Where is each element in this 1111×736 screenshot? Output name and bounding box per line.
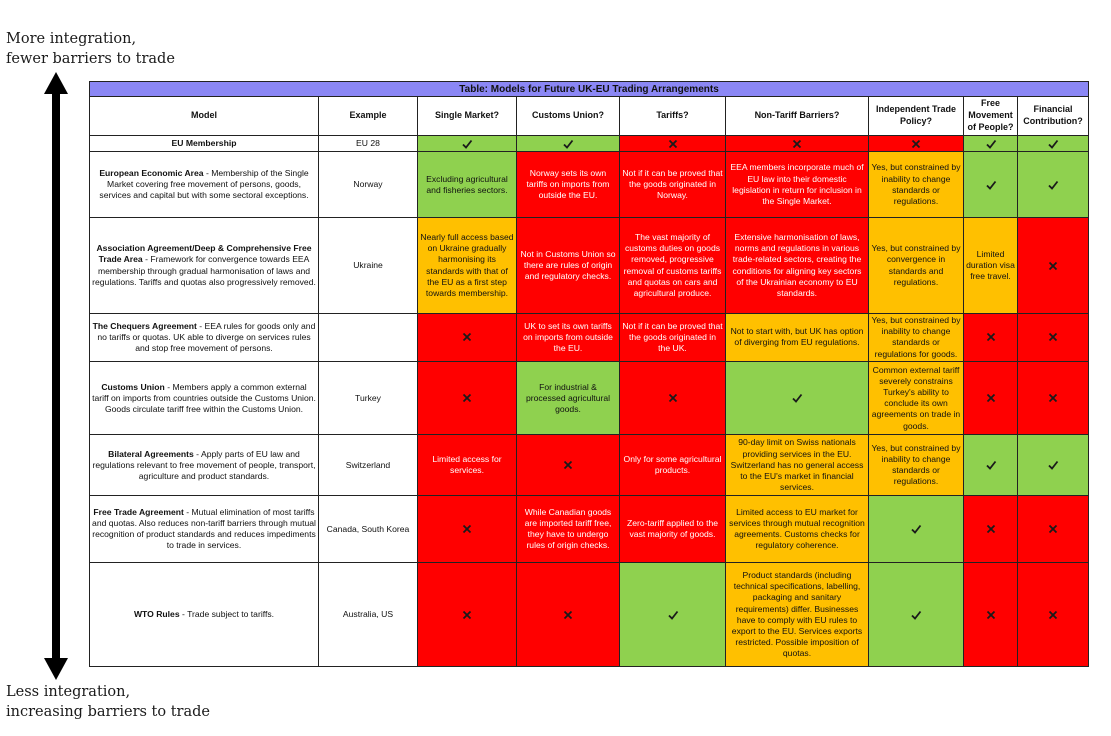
tariffs-text: Zero-tariff applied to the vast majority of goods. [626,518,719,540]
free-movement-cell [964,313,1018,361]
bottom-axis-label-line-1: Less integration, [6,684,131,700]
example-cell: Switzerland [319,435,418,496]
table-row [90,218,1089,313]
header-example: Example [319,97,418,136]
customs-union-text: While Canadian goods are imported tariff free, they have to undergo rules of origin checks. [524,506,612,551]
customs-union-text: UK to set its own tariffs on imports from outside the EU. [523,320,613,354]
single-market-text: Limited access for services. [432,454,502,476]
customs-union-cell [517,152,620,218]
table-title: Table: Models for Future UK-EU Trading Arrangements [90,82,1089,97]
model-name: WTO Rules [133,609,180,620]
header-single-market: Single Market? [418,97,517,136]
single-market-cell [418,435,517,496]
header-independent-trade-policy: Independent Trade Policy? [869,97,964,136]
table-row [90,435,1089,496]
independent-trade-policy-cell [869,563,964,667]
non-tariff-barriers-cell [726,152,869,218]
tick-icon [461,138,473,150]
model-description: - Apply parts of EU law and regulations relevant to free movement of people, transport, agriculture and product standards. [92,448,316,481]
single-market-cell [418,362,517,435]
free-movement-cell [964,218,1018,313]
model-name: Free Trade Agreement [93,506,184,517]
independent-trade-policy-text: Yes, but constrained by inability to change standards or regulations. [871,162,961,206]
tick-icon [985,179,997,191]
model-cell [90,362,319,435]
table-row [90,563,1089,667]
tariffs-cell [620,313,726,361]
non-tariff-barriers-cell [726,136,869,152]
tariffs-text: Not if it can be proved that the goods originated in Norway. [622,168,723,201]
header-customs-union: Customs Union? [517,97,620,136]
model-description: - Trade subject to tariffs. [179,609,275,620]
tick-icon [1047,459,1059,471]
model-cell [90,218,319,313]
table-body [90,136,1089,667]
financial-contribution-cell [1018,435,1089,496]
table-row [90,362,1089,435]
cross-icon [910,138,922,150]
model-cell [90,136,319,152]
single-market-text: Excluding agricultural and fisheries sectors. [426,173,508,195]
model-name: Association Agreement/Deep & Comprehensive Free Trade Area [96,243,312,265]
free-movement-text: Limited duration visa free travel. [966,248,1015,282]
independent-trade-policy-cell [869,362,964,435]
non-tariff-barriers-cell [726,496,869,563]
customs-union-cell [517,362,620,435]
table-row [90,496,1089,563]
example-cell: Australia, US [319,563,418,667]
model-cell [90,152,319,218]
financial-contribution-cell [1018,496,1089,563]
cross-icon [667,392,679,404]
table-row [90,136,1089,152]
non-tariff-barriers-text: Product standards (including technical specifications, labelling, packaging and sanitary requirements) differ. Businesses have to comply with EU rules to export to the EU. Services exports restricted. Possible imposition of quotas. [731,569,863,659]
cross-icon [461,523,473,535]
cross-icon [1047,260,1059,272]
tick-icon [667,609,679,621]
tariffs-cell [620,362,726,435]
model-name: EU Membership [171,138,237,149]
model-name: Customs Union [101,381,165,392]
single-market-cell [418,152,517,218]
model-cell [90,313,319,361]
non-tariff-barriers-cell [726,313,869,361]
example-cell: Canada, South Korea [319,496,418,563]
tick-icon [791,392,803,404]
model-description: - Framework for convergence towards EEA membership through gradual harmonisation of laws and regulations. Tariffs and quotas also progressively removed. [92,254,316,287]
tariffs-cell [620,218,726,313]
table-row [90,152,1089,218]
cross-icon [791,138,803,150]
independent-trade-policy-text: Yes, but constrained by inability to change standards or regulations for goods. [871,315,961,359]
non-tariff-barriers-cell [726,218,869,313]
non-tariff-barriers-text: 90-day limit on Swiss nationals providing services in the EU. Switzerland has no general access to the EU's market in financial services. [730,437,864,493]
independent-trade-policy-cell [869,218,964,313]
cross-icon [1047,331,1059,343]
non-tariff-barriers-text: EEA members incorporate much of EU law into their domestic legislation in return for inclusion in the Single Market. [730,162,864,206]
non-tariff-barriers-text: Not to start with, but UK has option of diverging from EU regulations. [730,326,864,348]
table-row [90,313,1089,361]
single-market-cell [418,313,517,361]
single-market-cell [418,563,517,667]
top-axis-label [6,29,175,69]
independent-trade-policy-cell [869,136,964,152]
non-tariff-barriers-text: Extensive harmonisation of laws, norms and regulations in various trade-related sectors, creating the conditions for aligning key sectors of the Ukrainian economy to EU standards. [732,232,862,298]
example-cell: EU 28 [319,136,418,152]
customs-union-text: Norway sets its own tariffs on imports from outside the EU. [526,168,610,201]
example-cell [319,313,418,361]
tariffs-cell [620,435,726,496]
model-cell [90,496,319,563]
non-tariff-barriers-cell [726,362,869,435]
tariffs-cell [620,496,726,563]
non-tariff-barriers-cell [726,435,869,496]
independent-trade-policy-text: Common external tariff severely constrains Turkey's ability to conclude its own agreements on trade in goods. [871,364,961,431]
free-movement-cell [964,362,1018,435]
model-name: European Economic Area [99,168,204,178]
independent-trade-policy-text: Yes, but constrained by convergence in standards and regulations. [871,243,961,287]
tick-icon [562,138,574,150]
tariffs-cell [620,152,726,218]
financial-contribution-cell [1018,218,1089,313]
example-cell: Norway [319,152,418,218]
non-tariff-barriers-cell [726,563,869,667]
financial-contribution-cell [1018,136,1089,152]
cross-icon [667,138,679,150]
header-free-movement: Free Movement of People? [964,97,1018,136]
cross-icon [985,331,997,343]
model-cell [90,435,319,496]
tick-icon [910,609,922,621]
single-market-cell [418,496,517,563]
customs-union-cell [517,435,620,496]
top-axis-label-line-2: fewer barriers to trade [6,51,175,67]
single-market-cell [418,136,517,152]
cross-icon [461,609,473,621]
tick-icon [1047,179,1059,191]
customs-union-cell [517,496,620,563]
independent-trade-policy-cell [869,313,964,361]
example-cell: Turkey [319,362,418,435]
model-description: - Membership of the Single Market covering free movement of persons, goods, services and capital but with some sectoral exceptions. [99,168,309,201]
tariffs-cell [620,136,726,152]
model-description: - Mutual elimination of most tariffs and quotas. Also reduces non-tariff barriers through mutual recognition of product standards and reduces impediments to trade in services. [92,506,316,551]
cross-icon [1047,609,1059,621]
customs-union-cell [517,136,620,152]
tick-icon [910,523,922,535]
free-movement-cell [964,435,1018,496]
header-financial-contribution: Financial Contribution? [1018,97,1089,136]
cross-icon [461,331,473,343]
cross-icon [985,523,997,535]
single-market-cell [418,218,517,313]
customs-union-cell [517,313,620,361]
header-tariffs: Tariffs? [620,97,726,136]
independent-trade-policy-text: Yes, but constrained by inability to change standards or regulations. [871,442,961,487]
tick-icon [985,138,997,150]
cross-icon [985,609,997,621]
model-name: The Chequers Agreement [92,320,197,331]
free-movement-cell [964,136,1018,152]
cross-icon [562,609,574,621]
tariffs-text: Not if it can be proved that the goods originated in the UK. [622,320,723,354]
model-name: Bilateral Agreements [108,448,194,459]
financial-contribution-cell [1018,152,1089,218]
tick-icon [1047,138,1059,150]
independent-trade-policy-cell [869,435,964,496]
header-non-tariff-barriers: Non-Tariff Barriers? [726,97,869,136]
cross-icon [1047,392,1059,404]
financial-contribution-cell [1018,362,1089,435]
top-axis-label-line-1: More integration, [6,31,137,47]
customs-union-cell [517,218,620,313]
cross-icon [562,459,574,471]
model-description: - Members apply a common external tariff on imports from countries outside the Customs Union. Goods circulate tariff free within the Customs Union. [92,381,316,414]
independent-trade-policy-cell [869,152,964,218]
independent-trade-policy-cell [869,496,964,563]
tick-icon [985,459,997,471]
bottom-axis-label [6,682,210,722]
cross-icon [461,392,473,404]
tariffs-text: The vast majority of customs duties on goods removed, progressive removal of customs tariffs and quotas on cars and agricultural produce. [623,232,722,298]
cross-icon [1047,523,1059,535]
customs-union-text: Not in Customs Union so there are rules of origin and regulatory checks. [520,248,616,282]
free-movement-cell [964,563,1018,667]
tariffs-text: Only for some agricultural products. [623,454,722,476]
customs-union-cell [517,563,620,667]
single-market-text: Nearly full access based on Ukraine gradually harmonising its standards with that of the EU as a first step towards membership. [420,232,514,298]
free-movement-cell [964,152,1018,218]
cross-icon [985,392,997,404]
header-model: Model [90,97,319,136]
financial-contribution-cell [1018,313,1089,361]
customs-union-text: For industrial & processed agricultural goods. [525,381,611,414]
model-description: - EEA rules for goods only and no tariffs or quotas. UK able to diverge on services rules and stop free movement of persons. [97,320,316,354]
model-cell [90,563,319,667]
integration-axis-arrow [40,72,72,680]
non-tariff-barriers-text: Limited access to EU market for services through mutual recognition agreements. Customs checks for regulatory coherence. [729,506,865,551]
bottom-axis-label-line-2: increasing barriers to trade [6,704,210,720]
financial-contribution-cell [1018,563,1089,667]
models-table [89,81,1089,667]
tariffs-cell [620,563,726,667]
free-movement-cell [964,496,1018,563]
example-cell: Ukraine [319,218,418,313]
